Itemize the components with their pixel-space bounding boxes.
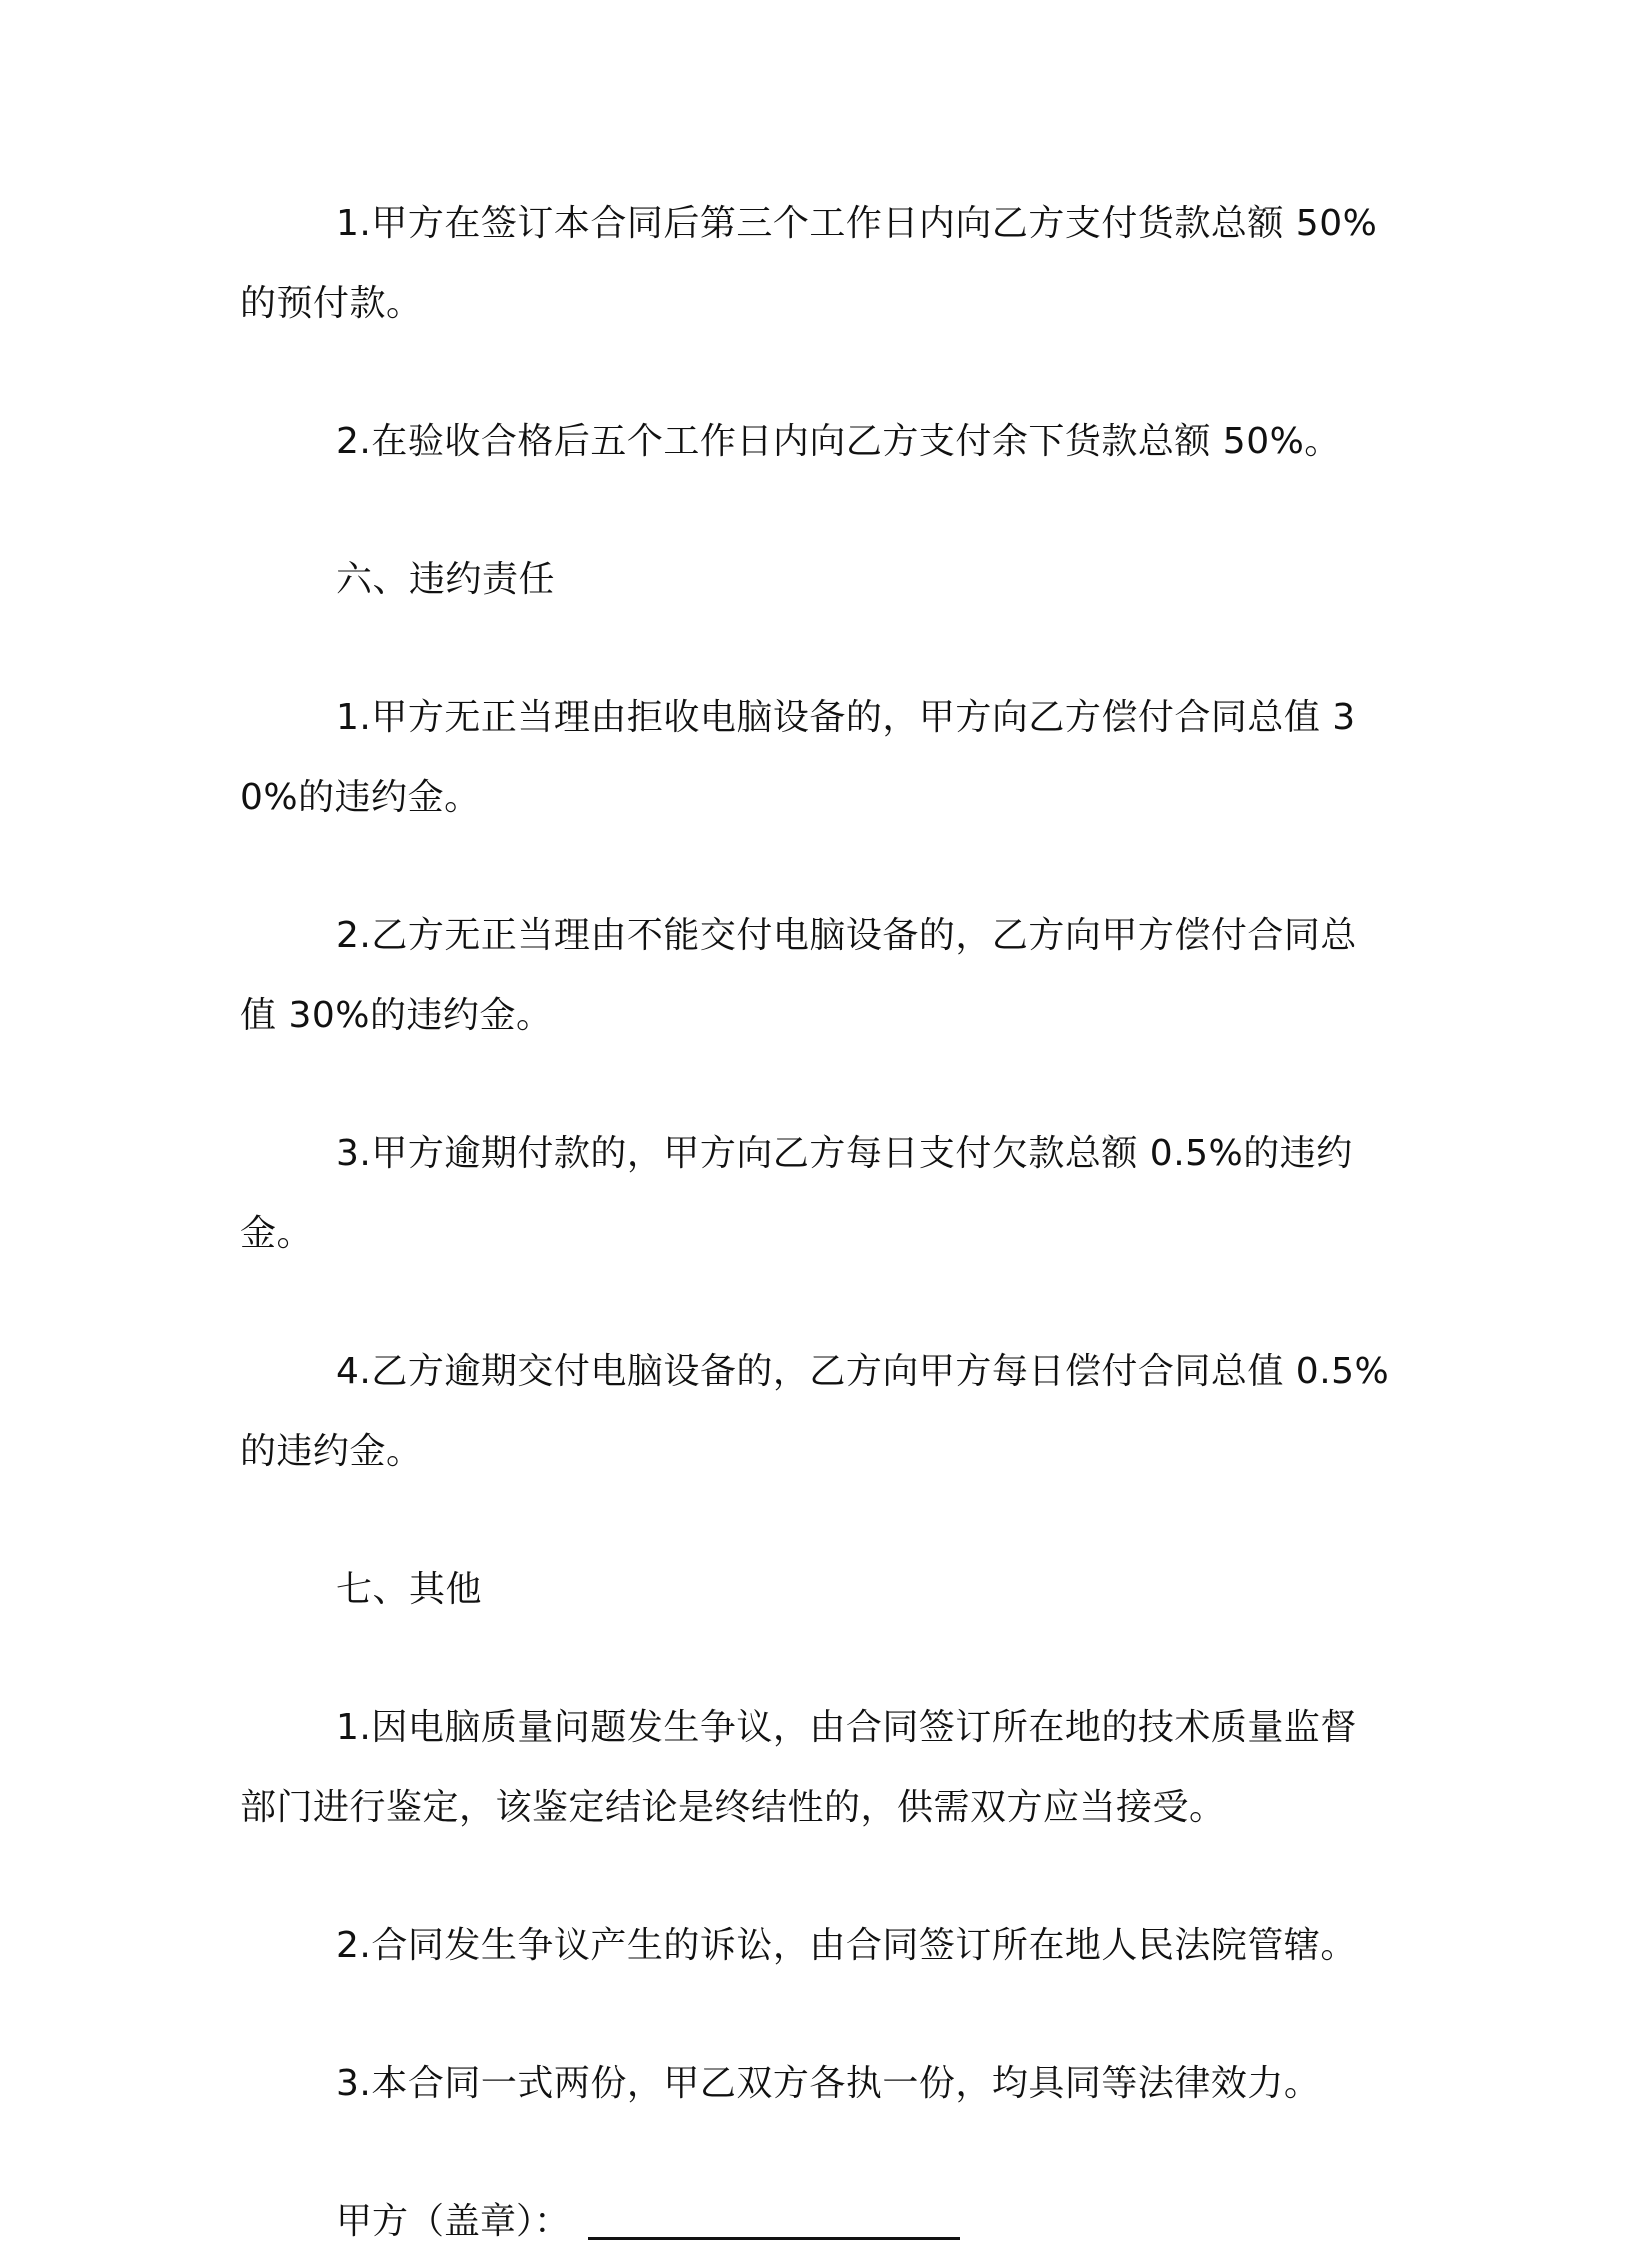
party-a-signature-line (240, 2182, 1392, 2262)
payment-term-1: 1.甲方在签订本合同后第三个工作日内向乙方支付货款总额 50%的预付款。 (240, 203, 1378, 324)
payment-term-2: 2.在验收合格后五个工作日内向乙方支付余下货款总额 50%。 (336, 421, 1341, 462)
breach-term-4: 4.乙方逾期交付电脑设备的，乙方向甲方每日偿付合同总值 0.5%的违约金。 (240, 1351, 1390, 1472)
breach-term-1: 1.甲方无正当理由拒收电脑设备的，甲方向乙方偿付合同总值 30%的违约金。 (240, 697, 1356, 818)
other-term-1: 1.因电脑质量问题发生争议，由合同签订所在地的技术质量监督部门进行鉴定，该鉴定结论是终结性的，供需双方应当接受。 (240, 1707, 1357, 1828)
other-term-2: 2.合同发生争议产生的诉讼，由合同签订所在地人民法院管辖。 (336, 1925, 1357, 1966)
document-body (240, 184, 1392, 2262)
party-a-seal-label: 甲方（盖章）： (336, 2201, 571, 2242)
breach-term-2: 2.乙方无正当理由不能交付电脑设备的，乙方向甲方偿付合同总值 30%的违约金。 (240, 915, 1357, 1036)
signature-blank (588, 2207, 960, 2240)
section-heading-breach-liability: 六、违约责任 (336, 559, 556, 600)
other-term-3: 3.本合同一式两份，甲乙双方各执一份，均具同等法律效力。 (336, 2063, 1321, 2104)
breach-term-3: 3.甲方逾期付款的，甲方向乙方每日支付欠款总额 0.5%的违约金。 (240, 1133, 1353, 1254)
section-heading-other: 七、其他 (336, 1569, 483, 1610)
